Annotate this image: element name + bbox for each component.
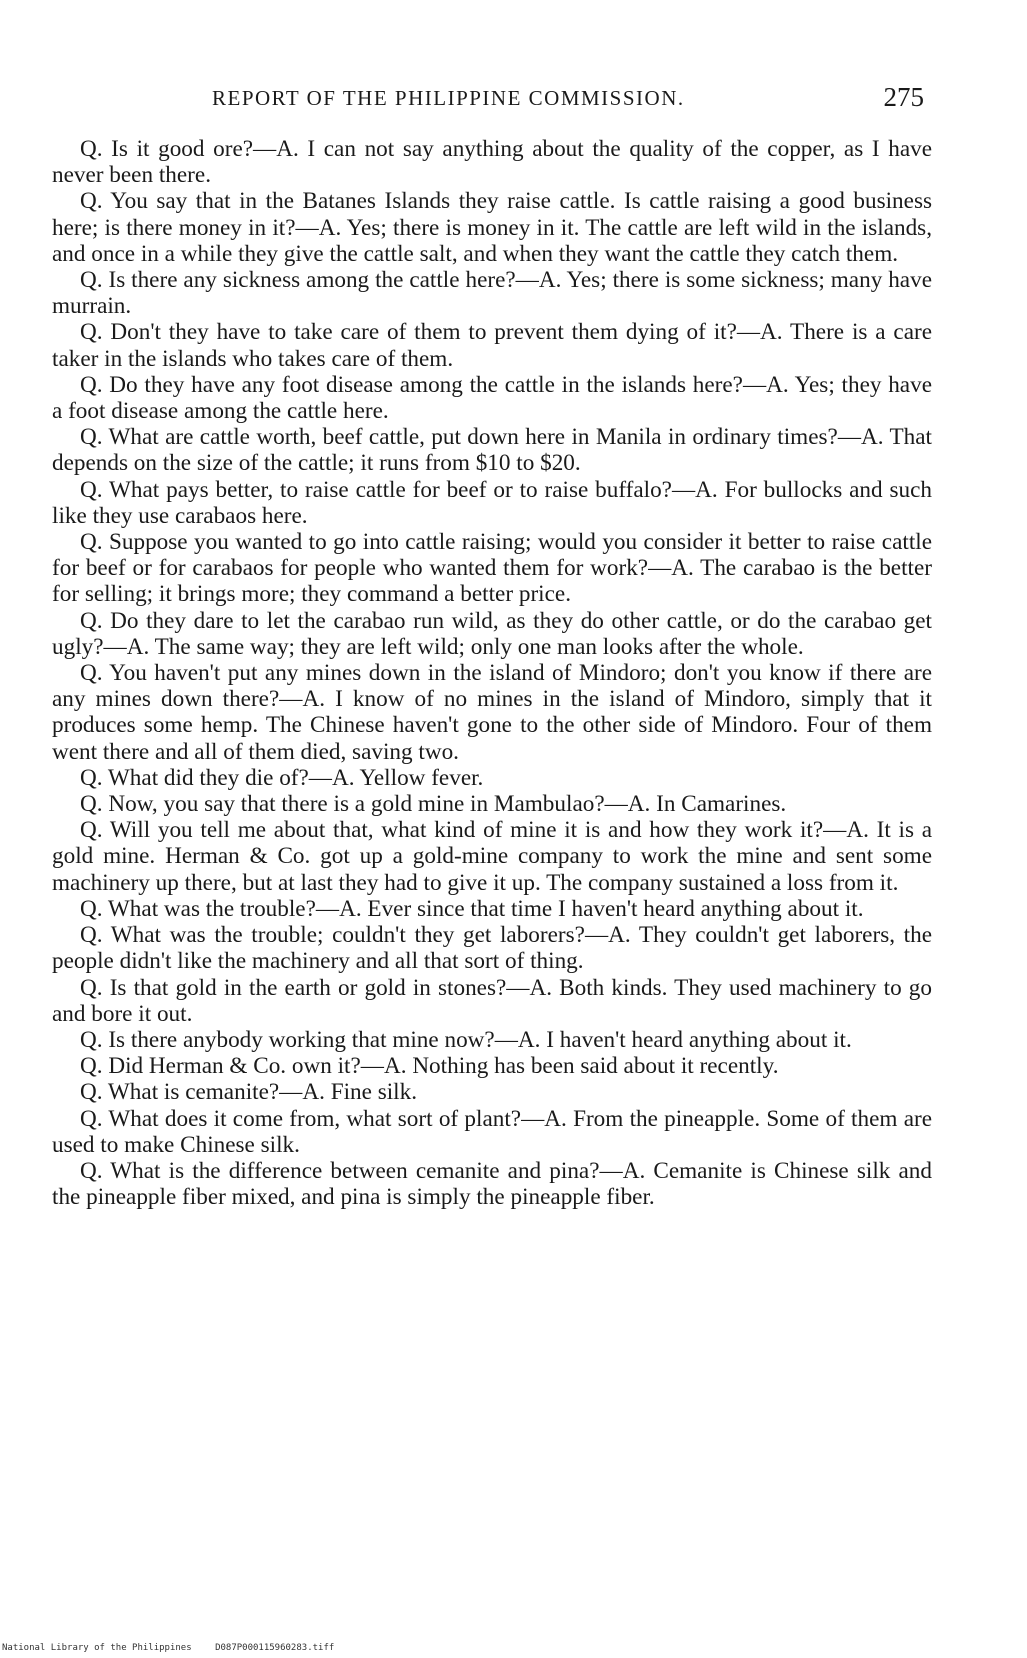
paragraph: Q. Did Herman & Co. own it?—A. Nothing has been said about it recently. bbox=[80, 1053, 779, 1080]
paragraph: Q. Is that gold in the earth or gold in stones?—A. Both kinds. They used machinery to go and bore it out. bbox=[52, 974, 932, 1027]
paragraph: Q. What are cattle worth, beef cattle, put down here in Manila in ordinary times?—A. That depends on the size of the cattle; it runs from $10 to $20. bbox=[52, 424, 932, 477]
paragraph: Q. What is the difference between cemanite and pina?—A. Cemanite is Chinese silk and the pineapple fiber mixed, and pina is simply the pineapple fiber. bbox=[52, 1157, 932, 1211]
paragraph: Q. What pays better, to raise cattle for beef or to raise buffalo?—A. For bullocks and such like they use carabaos here. bbox=[52, 476, 932, 529]
paragraph: Q. Is there any sickness among the cattle here?—A. Yes; there is some sickness; many have murrain. bbox=[52, 267, 932, 320]
page-header bbox=[52, 82, 932, 116]
body-text bbox=[52, 136, 932, 1210]
running-title: REPORT OF THE PHILIPPINE COMMISSION. bbox=[212, 86, 685, 110]
paragraph: Q. Now, you say that there is a gold mine in Mambulao?—A. In Camarines. bbox=[80, 791, 787, 818]
page-number: 275 bbox=[883, 82, 924, 112]
paragraph: Q. Will you tell me about that, what kind of mine it is and how they work it?—A. It is a gold mine. Herman & Co. got up a gold-mine company to work the mine and sent some machinery up there, but at last they had to give it up. The company sustained a loss from it. bbox=[52, 817, 932, 896]
scan-footer bbox=[2, 1643, 402, 1654]
paragraph: Q. What did they die of?—A. Yellow fever. bbox=[80, 764, 484, 791]
paragraph: Q. Suppose you wanted to go into cattle raising; would you consider it better to raise cattle for beef or for carabaos for people who wanted them for work?—A. The carabao is the better for selling; it brings more; they command a better price. bbox=[52, 529, 932, 608]
paragraph: Q. What does it come from, what sort of plant?—A. From the pineapple. Some of them are used to make Chinese silk. bbox=[52, 1105, 932, 1158]
paragraph: Q. You haven't put any mines down in the island of Mindoro; don't you know if there are any mines down there?—A. I know of no mines in the island of Mindoro, simply that it produces some hemp. The Chinese haven't gone to the other side of Mindoro. Four of them went there and all of them died, saving two. bbox=[52, 660, 932, 765]
paragraph: Q. Do they dare to let the carabao run wild, as they do other cattle, or do the carabao get ugly?—A. The same way; they are left wild; only one man looks after the whole. bbox=[52, 607, 932, 660]
paragraph: Q. What is cemanite?—A. Fine silk. bbox=[80, 1079, 418, 1106]
paragraph: Q. You say that in the Batanes Islands they raise cattle. Is cattle raising a good business here; is there money in it?—A. Yes; there is money in it. The cattle are left wild in the islands, and once in a while they give the cattle salt, and when they want the cattle they catch them. bbox=[52, 188, 932, 267]
paragraph: Q. Is it good ore?—A. I can not say anything about the quality of the copper, as I have never been there. bbox=[52, 136, 932, 189]
paragraph: Q. What was the trouble?—A. Ever since that time I haven't heard anything about it. bbox=[80, 895, 864, 922]
paragraph: Q. What was the trouble; couldn't they get laborers?—A. They couldn't get laborers, the people didn't like the machinery and all that sort of thing. bbox=[52, 922, 932, 975]
paragraph: Q. Is there anybody working that mine now?—A. I haven't heard anything about it. bbox=[80, 1026, 852, 1053]
paragraph: Q. Do they have any foot disease among the cattle in the islands here?—A. Yes; they have a foot disease among the cattle here. bbox=[52, 371, 932, 425]
footer-library: National Library of the Philippines bbox=[2, 1643, 192, 1653]
footer-file-name: D087P000115960283.tiff bbox=[215, 1643, 335, 1653]
paragraph: Q. Don't they have to take care of them to prevent them dying of it?—A. There is a care taker in the islands who takes care of them. bbox=[52, 319, 932, 372]
